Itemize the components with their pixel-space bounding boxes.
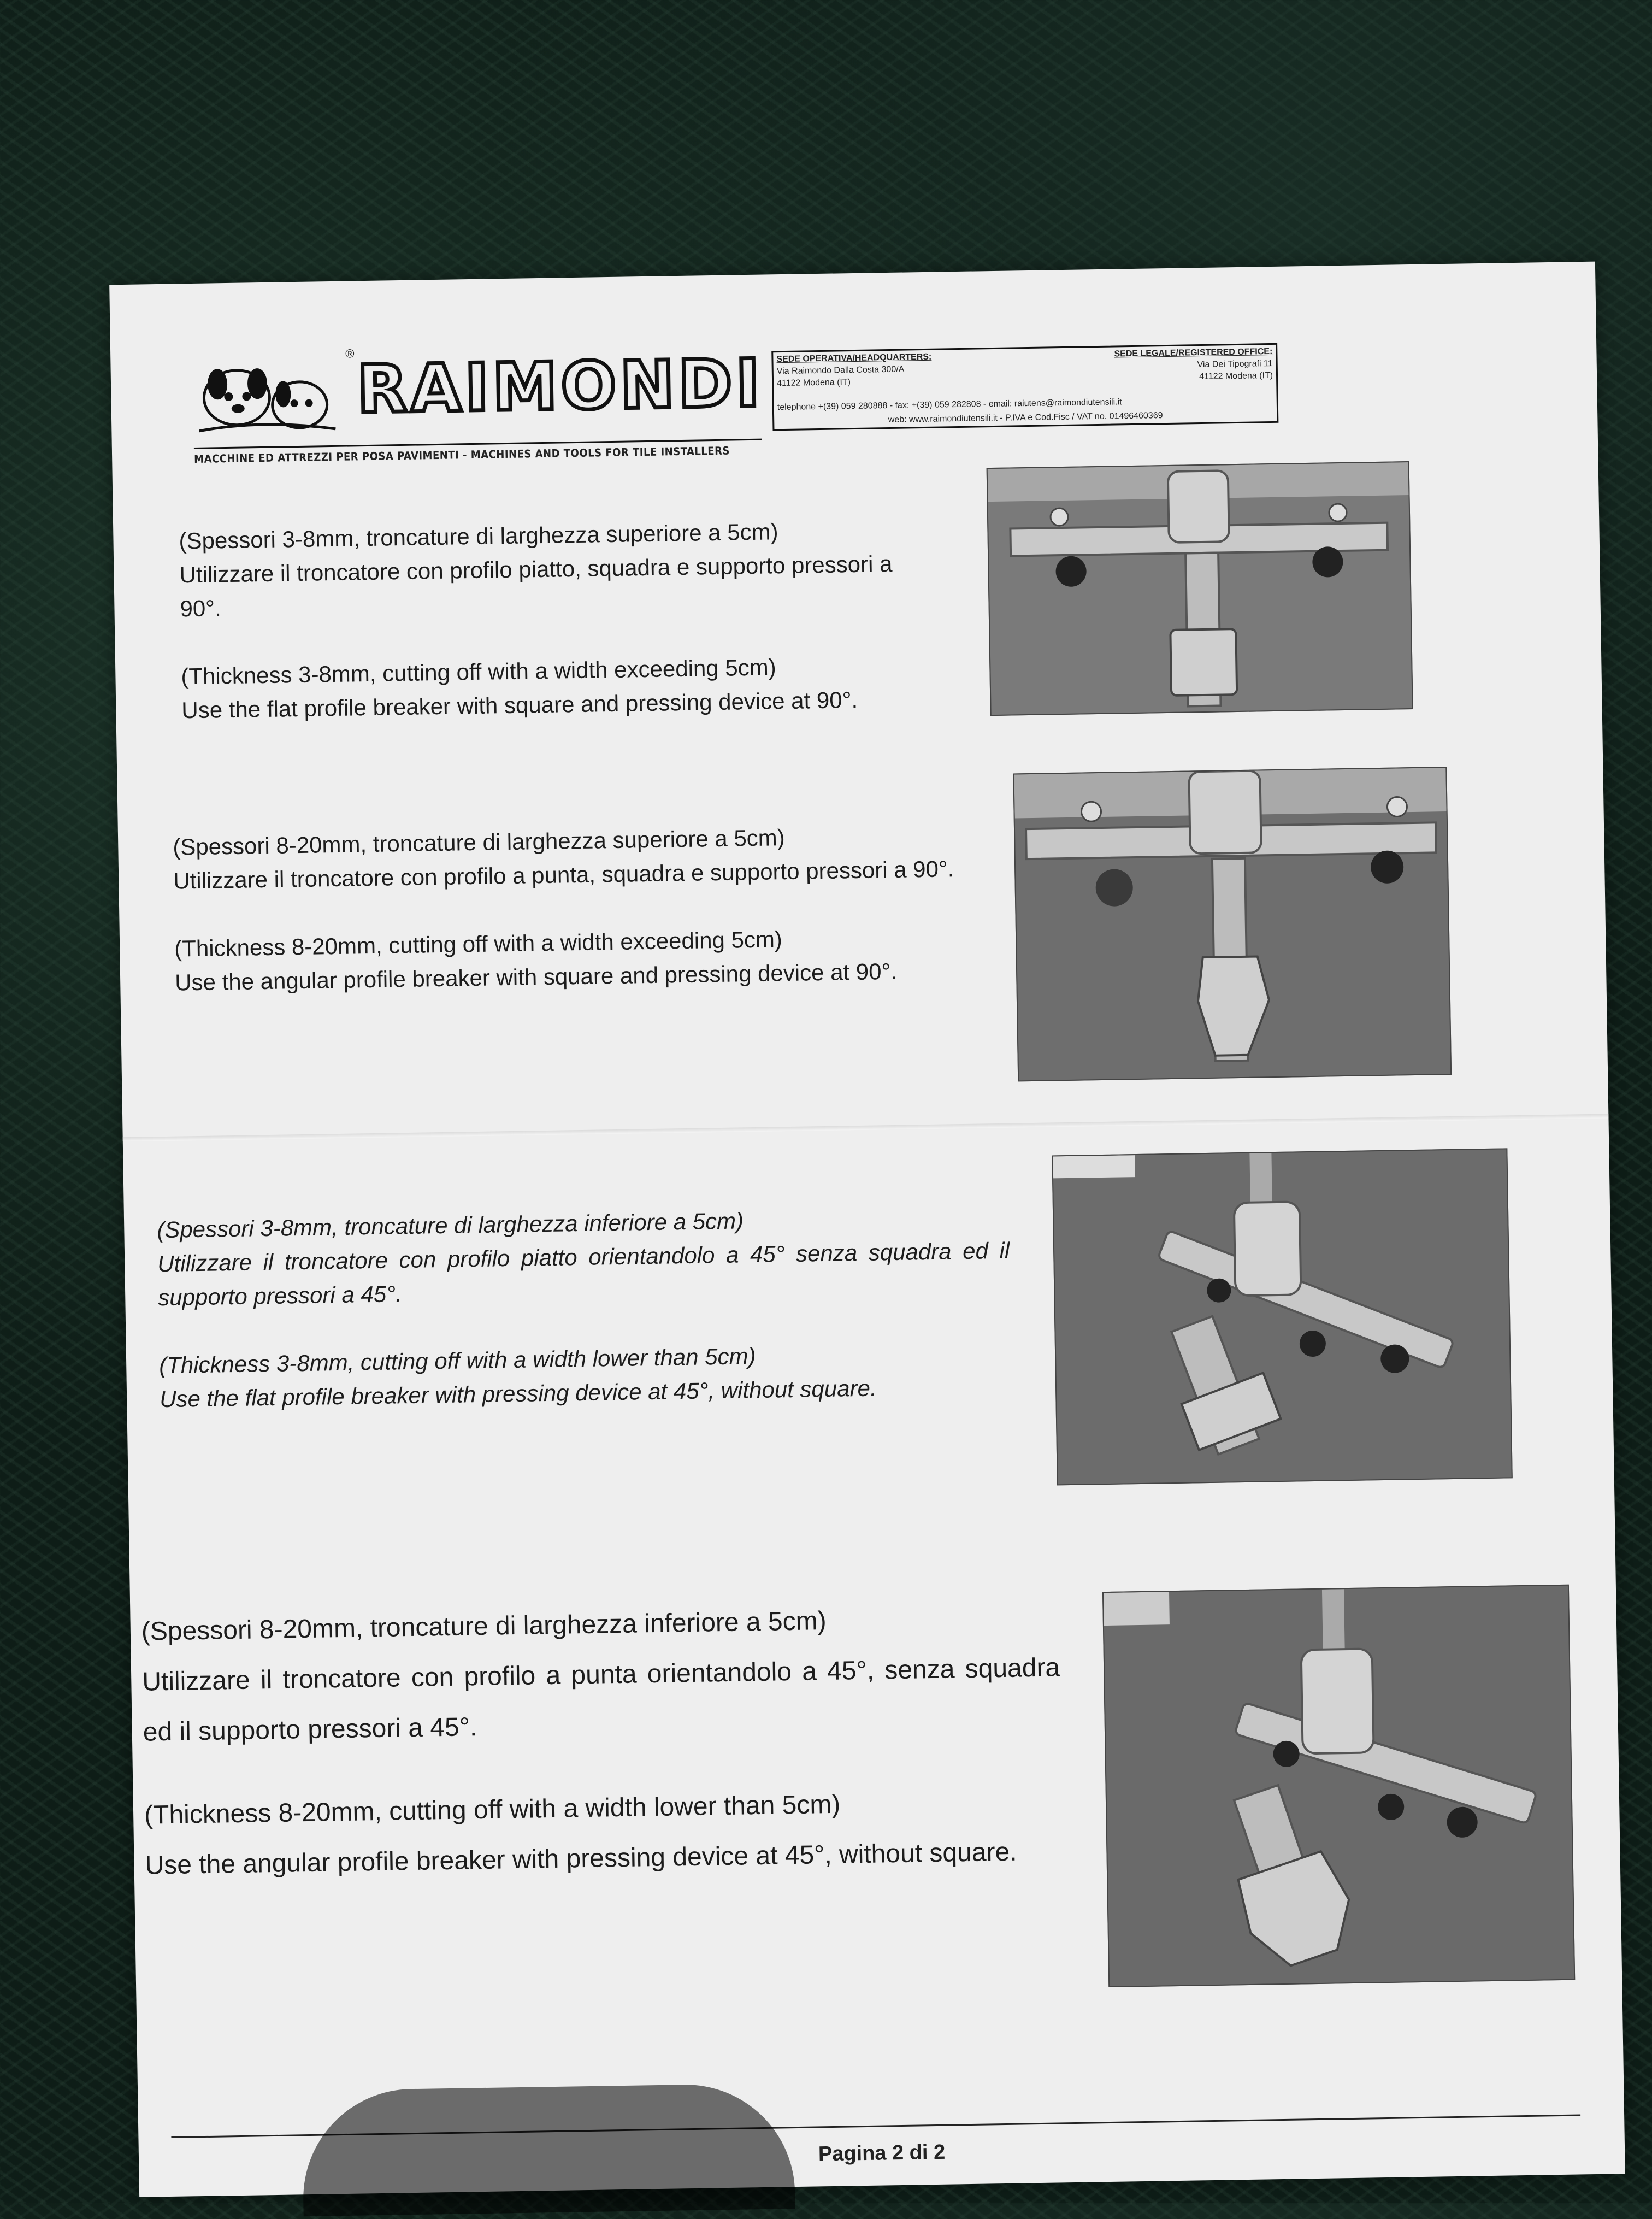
section-4-it-title: (Spessori 8-20mm, troncature di larghezza inferiore a 5cm) — [141, 1606, 827, 1646]
web-line: web: www.raimondiutensili.it - P.IVA e Cod.Fisc / VAT no. 01496460369 — [888, 411, 1163, 425]
section-2-en-title: (Thickness 8-20mm, cutting off with a width exceeding 5cm) — [174, 926, 783, 962]
section-4-text — [141, 1592, 1074, 1891]
registered-title: SEDE LEGALE/REGISTERED OFFICE: — [1114, 346, 1273, 359]
registered-line2: 41122 Modena (IT) — [1199, 370, 1273, 382]
address-box — [771, 343, 1278, 431]
section-3-en-title: (Thickness 3-8mm, cutting off with a width lower than 5cm) — [158, 1343, 756, 1379]
tile-breaker-90-angular-icon — [1014, 768, 1450, 1080]
section-1-en-title: (Thickness 3-8mm, cutting off with a width exceeding 5cm) — [181, 654, 777, 690]
tagline: MACCHINE ED ATTREZZI PER POSA PAVIMENTI - MACHINES AND TOOLS FOR TILE INSTALLERS — [194, 439, 762, 466]
tile-breaker-90-flat-icon — [988, 462, 1412, 715]
section-4-it-body: Utilizzare il troncatore con profilo a punta orientandolo a 45°, senza squadra ed il supporto pressori a 45°. — [141, 1653, 1060, 1747]
section-3-it-body: Utilizzare il troncatore con profilo piatto orientandolo a 45° senza squadra ed il supporto pressori a 45°. — [157, 1237, 1010, 1311]
paper-fold — [123, 1114, 1609, 1141]
letterhead — [192, 328, 1521, 466]
section-3-photo — [1052, 1148, 1512, 1485]
section-2-it-body: Utilizzare il troncatore con profilo a punta, squadra e supporto pressori a 90°. — [173, 856, 954, 894]
headquarters-block — [776, 351, 932, 390]
tile-breaker-45-angular-icon — [1104, 1586, 1574, 1986]
section-1-text — [179, 513, 936, 728]
section-1-it-title: (Spessori 3-8mm, troncature di larghezza superiore a 5cm) — [179, 519, 778, 554]
headquarters-title: SEDE OPERATIVA/HEADQUARTERS: — [776, 352, 932, 364]
section-2-it-title: (Spessori 8-20mm, troncature di larghezza superiore a 5cm) — [172, 825, 786, 860]
section-4-en-body: Use the angular profile breaker with pressing device at 45°, without square. — [145, 1837, 1017, 1880]
instruction-sheet — [109, 262, 1625, 2197]
section-1-it-body: Utilizzare il troncatore con profilo piatto, squadra e supporto pressori a 90°. — [179, 550, 893, 622]
headquarters-line2: 41122 Modena (IT) — [777, 378, 851, 389]
contact-line: telephone +(39) 059 280888 - fax: +(39) 059 282808 - email: raiutens@raimondiutensili.it — [777, 397, 1122, 413]
section-3-text — [157, 1199, 1034, 1416]
section-1-photo — [987, 461, 1413, 716]
dogs-mascot-icon — [192, 352, 341, 437]
registered-office-block — [1114, 346, 1273, 385]
page-number: Pagina 2 di 2 — [818, 2140, 946, 2166]
tile-breaker-45-flat-icon — [1053, 1149, 1511, 1484]
section-1-en-body: Use the flat profile breaker with square and pressing device at 90°. — [181, 686, 858, 723]
section-2-text — [173, 817, 984, 999]
headquarters-line1: Via Raimondo Dalla Costa 300/A — [776, 364, 905, 376]
section-3-en-body: Use the flat profile breaker with pressing device at 45°, without square. — [159, 1375, 877, 1412]
section-4-en-title: (Thickness 8-20mm, cutting off with a width lower than 5cm) — [144, 1790, 841, 1830]
brand-name: RAIMONDI — [356, 345, 764, 428]
hand-shadow — [302, 2083, 795, 2216]
logo — [192, 340, 764, 466]
section-4-photo — [1102, 1585, 1575, 1987]
section-3-it-title: (Spessori 3-8mm, troncature di larghezza inferiore a 5cm) — [156, 1208, 744, 1243]
section-2-en-body: Use the angular profile breaker with square and pressing device at 90°. — [174, 958, 898, 996]
registered-mark: ® — [345, 346, 355, 361]
registered-line1: Via Dei Tipografi 11 — [1197, 358, 1273, 370]
section-2-photo — [1013, 767, 1452, 1081]
